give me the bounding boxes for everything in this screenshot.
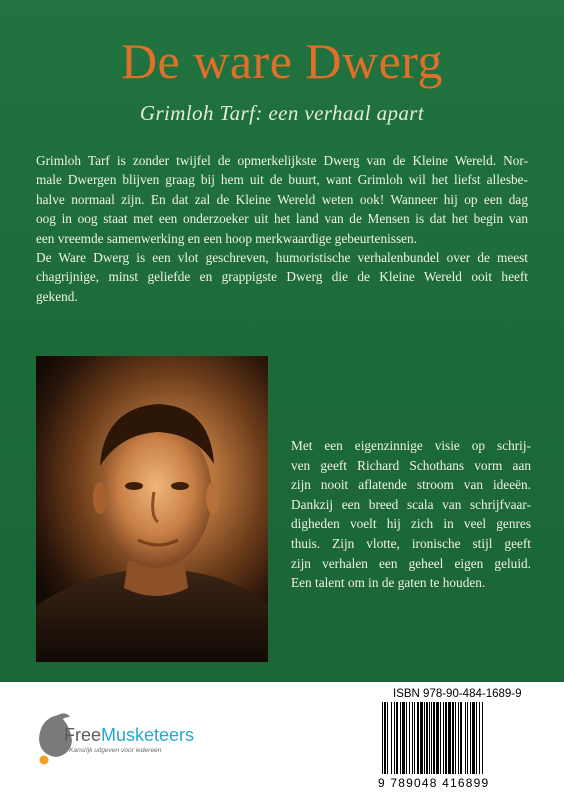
bio-line: Dankzij een breed scala van schrijfvaar- <box>291 496 531 512</box>
barcode-bar <box>424 702 425 774</box>
blurb-line: Grimloh Tarf is zonder twijfel de opmerkelijkste Dwerg van de Kleine Wereld. Nor- <box>36 153 528 168</box>
barcode-bar <box>400 702 401 774</box>
barcode-bar <box>440 702 441 774</box>
barcode-bar <box>460 702 462 774</box>
book-subtitle: Grimloh Tarf: een verhaal apart <box>139 101 425 125</box>
blurb-line: chagrijnige, minst geliefde en grappigste Dwerg die de Kleine Wereld ooit heeft <box>36 269 528 285</box>
bio-line: thuis. Zijn vlotte, ironische stijl geeft <box>291 535 531 551</box>
barcode-bar <box>396 702 398 774</box>
barcode-bar <box>426 702 428 774</box>
author-photo <box>36 356 268 662</box>
blurb-line: halve normaal zijn. En dat zal de Kleine Wereld weten ook! Wanneer hij op een dag <box>36 191 528 207</box>
logo-free-text: Free <box>64 725 102 745</box>
blurb-line: male Dwergen blijven graag bij hem uit de buurt, want Grimloh wil het liefst allesbe- <box>36 172 528 188</box>
barcode-bar <box>406 702 407 774</box>
blurb-line: De Ware Dwerg is een vlot geschreven, humoristische verhalenbundel over de meest <box>36 250 528 266</box>
book-title: De ware Dwerg <box>120 33 444 89</box>
barcode-bar <box>431 702 432 774</box>
barcode-bar <box>443 702 444 774</box>
barcode-bar <box>482 702 483 774</box>
barcode-bar <box>384 702 386 774</box>
barcode-bar <box>455 702 456 774</box>
barcode <box>378 702 538 776</box>
barcode-bar <box>467 702 468 774</box>
bio-line: zijn verhalen een geheel eigen geluid. <box>291 555 531 571</box>
author-portrait-graphic <box>36 356 268 662</box>
barcode-digits: 9 789048 416899 <box>378 776 490 790</box>
barcode-bar <box>414 702 415 774</box>
barcode-bar <box>387 702 388 774</box>
barcode-bar <box>448 702 451 774</box>
blurb-line: een vreemde samenwerking en een hoop merkwaardige gebeurtenissen. <box>36 230 418 246</box>
barcode-bar <box>479 702 480 774</box>
book-blurb <box>36 151 528 306</box>
barcode-bar <box>476 702 477 774</box>
barcode-bar <box>382 702 383 774</box>
isbn-label: ISBN 978-90-484-1689-9 <box>393 688 522 700</box>
barcode-bar <box>412 702 413 774</box>
barcode-bar <box>394 702 395 774</box>
logo-wordmark <box>64 725 194 746</box>
logo-tagline: Kansrijk uitgeven voor iedereen <box>69 747 162 754</box>
barcode-bar <box>402 702 405 774</box>
bio-line: Met een eigenzinnige visie op schrij- <box>291 438 531 453</box>
barcode-bar <box>452 702 454 774</box>
barcode-bar <box>429 702 430 774</box>
barcode-bar <box>391 702 392 774</box>
publisher-logo <box>36 711 216 771</box>
barcode-bar <box>458 702 459 774</box>
blurb-line: gekend. <box>36 288 78 304</box>
author-bio <box>291 436 531 593</box>
barcode-bar <box>433 702 435 774</box>
bio-line: Een talent om in de gaten te houden. <box>291 575 486 591</box>
bio-line: zijn nooit aflatende stroom van ideeën. <box>291 477 531 493</box>
bio-line: digheden voelt hij zich in veel genres <box>291 516 531 532</box>
barcode-bar <box>436 702 439 774</box>
barcode-bar <box>470 702 471 774</box>
barcode-bar <box>417 702 419 774</box>
logo-musketeers-text: Musketeers <box>101 725 195 745</box>
barcode-bar <box>465 702 466 774</box>
blurb-line: oog in oog staat met een onderzoeker uit het land van de Mensen is dat het begin van <box>36 211 528 227</box>
barcode-bar <box>472 702 475 774</box>
barcode-bar <box>420 702 423 774</box>
barcode-bar <box>445 702 447 774</box>
bio-line: ven geeft Richard Schothans vorm aan <box>291 457 531 473</box>
barcode-bar <box>409 702 410 774</box>
